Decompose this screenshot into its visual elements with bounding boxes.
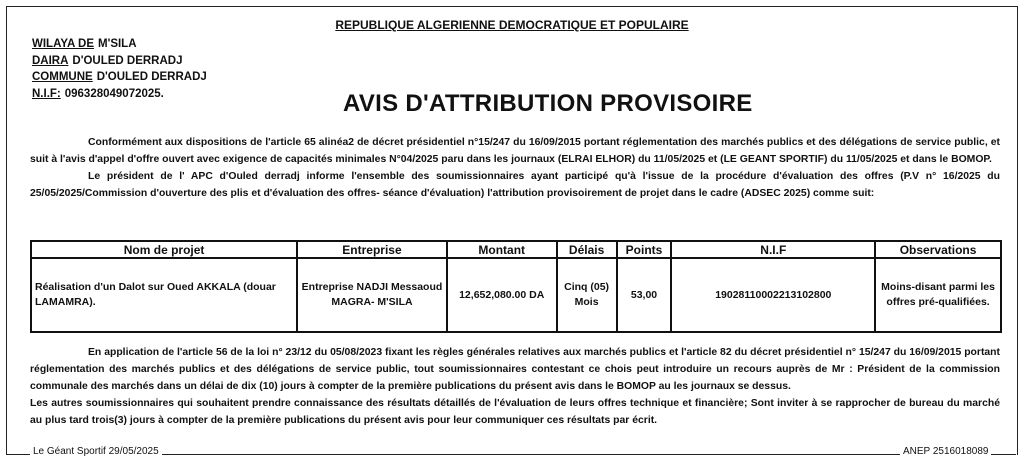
admin-label: COMMUNE [32, 71, 93, 83]
admin-value: D'OULED DERRADJ [72, 54, 183, 67]
admin-wilaya [32, 36, 207, 53]
admin-nif [32, 86, 207, 103]
cell-company: Entreprise NADJI Messaoud MAGRA- M'SILA [297, 258, 447, 332]
col-header: N.I.F [671, 241, 875, 258]
intro-paragraph: Conformément aux dispositions de l'article 65 alinéa2 de décret présidentiel n°15/247 du 16/09/2015 portant réglementation des marchés publics et des délégations de service public, et suit à l'avis d'appel d'offre ouvert avec exigence de capacités minimales N°04/2025 paru dans les journaux (ELRAI ELHOR) du 11/05/2025 et (LE GEANT SPORTIF) du 11/05/2025 et dans le BOMOP. [30, 137, 1000, 165]
cell-points: 53,00 [617, 258, 672, 332]
footer-anep: ANEP 2516018089 [900, 446, 991, 457]
admin-label: WILAYA DE [32, 38, 94, 50]
admin-value: M'SILA [98, 38, 137, 50]
notice-title: AVIS D'ATTRIBUTION PROVISOIRE [343, 90, 753, 117]
admin-commune [32, 69, 207, 86]
intro-section [30, 134, 1000, 202]
table-row [31, 258, 1001, 332]
col-header: Nom de projet [31, 241, 297, 258]
col-header: Entreprise [297, 241, 447, 258]
intro-paragraph: Le président de l' APC d'Ouled derradj informe l'ensemble des soumissionnaires ayant participé qu'à l'issue de la procédure d'évaluation des offres (P.V n° 16/2025 du 25/05/2025/Commission d'ouverture des plis et d'évaluation des offres- séance d'évaluation) l'attribution provisoirement de projet dans le cadre (ADSEC 2025) comme suit: [30, 171, 1000, 199]
closing-section [30, 344, 1000, 429]
cell-delay: Cinq (05) Mois [557, 258, 617, 332]
cell-observations: Moins-disant parmi les offres pré-qualifiées. [875, 258, 1001, 332]
republic-header: REPUBLIQUE ALGERIENNE DEMOCRATIQUE ET POPULAIRE [335, 18, 689, 32]
table-header-row [31, 241, 1001, 258]
admin-daira [32, 53, 207, 70]
closing-paragraph: En application de l'article 56 de la loi n° 23/12 du 05/08/2023 fixant les règles générales relatives aux marchés publics et l'article 82 du décret présidentiel n° 15/247 du 16/09/2015 portant réglementation des marchés publics et des délégations de service public, tout soumissionnaires contestant ce chois peut introduire un recours auprès de Mr : Président de la commission communale des marchés dans un délai de dix (10) jours à compter de la première publications du présent avis dans le BOMOP au les journaux se dessus. [30, 347, 1000, 392]
cell-amount: 12,652,080.00 DA [447, 258, 557, 332]
col-header: Délais [557, 241, 617, 258]
col-header: Points [617, 241, 672, 258]
admin-label: DAIRA [32, 54, 69, 67]
cell-project: Réalisation d'un Dalot sur Oued AKKALA (douar LAMAMRA). [31, 258, 297, 332]
col-header: Observations [875, 241, 1001, 258]
col-header: Montant [447, 241, 557, 258]
closing-paragraph: Les autres soumissionnaires qui souhaitent prendre connaissance des résultats détaillés de l'évaluation de leurs offres technique et financière; Sont inviter à se rapprocher de bureau du marché au plus tard trois(3) jours à compter de la première publications du présent avis pour leur communiquer ces résultats par écrit. [30, 398, 1000, 426]
admin-label: N.I.F: [32, 87, 61, 100]
admin-value: D'OULED DERRADJ [96, 71, 207, 83]
footer-publication: Le Géant Sportif 29/05/2025 [30, 446, 162, 457]
cell-nif: 19028110002213102800 [671, 258, 875, 332]
attribution-table [30, 240, 1002, 333]
admin-value: 096328049072025. [64, 87, 164, 100]
admin-block [32, 36, 207, 102]
